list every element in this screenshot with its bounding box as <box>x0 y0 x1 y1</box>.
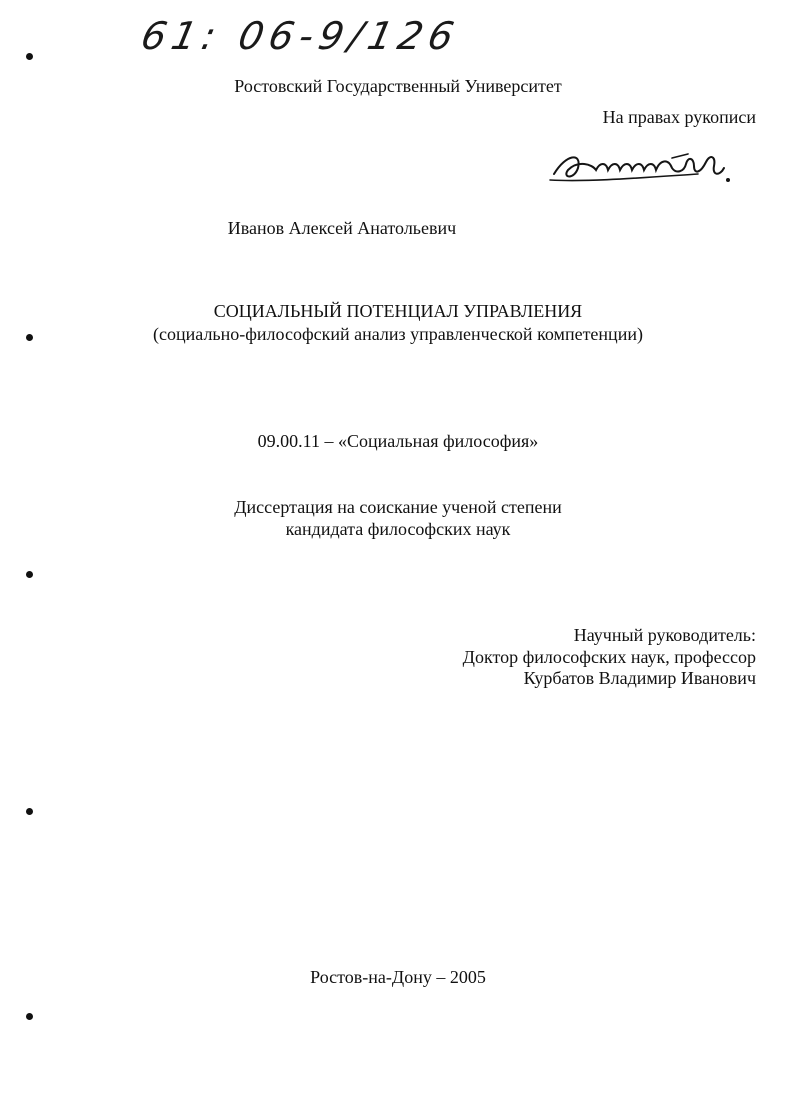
binding-hole-mark <box>26 571 33 578</box>
dissertation-subtitle: (социально-философский анализ управленческой компетенции) <box>153 324 643 344</box>
specialty-code: 09.00.11 – «Социальная философия» <box>257 431 539 451</box>
binding-hole-mark <box>26 334 33 341</box>
archive-code-handwritten: 61: 06-9/126 <box>137 14 464 58</box>
degree-line-2: кандидата философских наук <box>285 519 511 539</box>
supervisor-degree: Доктор философских наук, профессор <box>462 647 756 667</box>
supervisor-name: Курбатов Владимир Иванович <box>523 668 756 688</box>
author-signature <box>548 144 738 188</box>
place-and-year: Ростов-на-Дону – 2005 <box>310 967 486 987</box>
binding-hole-mark <box>26 53 33 60</box>
author-name: Иванов Алексей Анатольевич <box>227 218 457 238</box>
supervisor-label: Научный руководитель: <box>573 625 756 645</box>
dissertation-title: СОЦИАЛЬНЫЙ ПОТЕНЦИАЛ УПРАВЛЕНИЯ <box>213 301 583 321</box>
binding-hole-mark <box>26 1013 33 1020</box>
binding-hole-mark <box>26 808 33 815</box>
university-name: Ростовский Государственный Университет <box>234 76 562 96</box>
degree-line-1: Диссертация на соискание ученой степени <box>234 497 562 517</box>
manuscript-note: На правах рукописи <box>602 107 756 127</box>
